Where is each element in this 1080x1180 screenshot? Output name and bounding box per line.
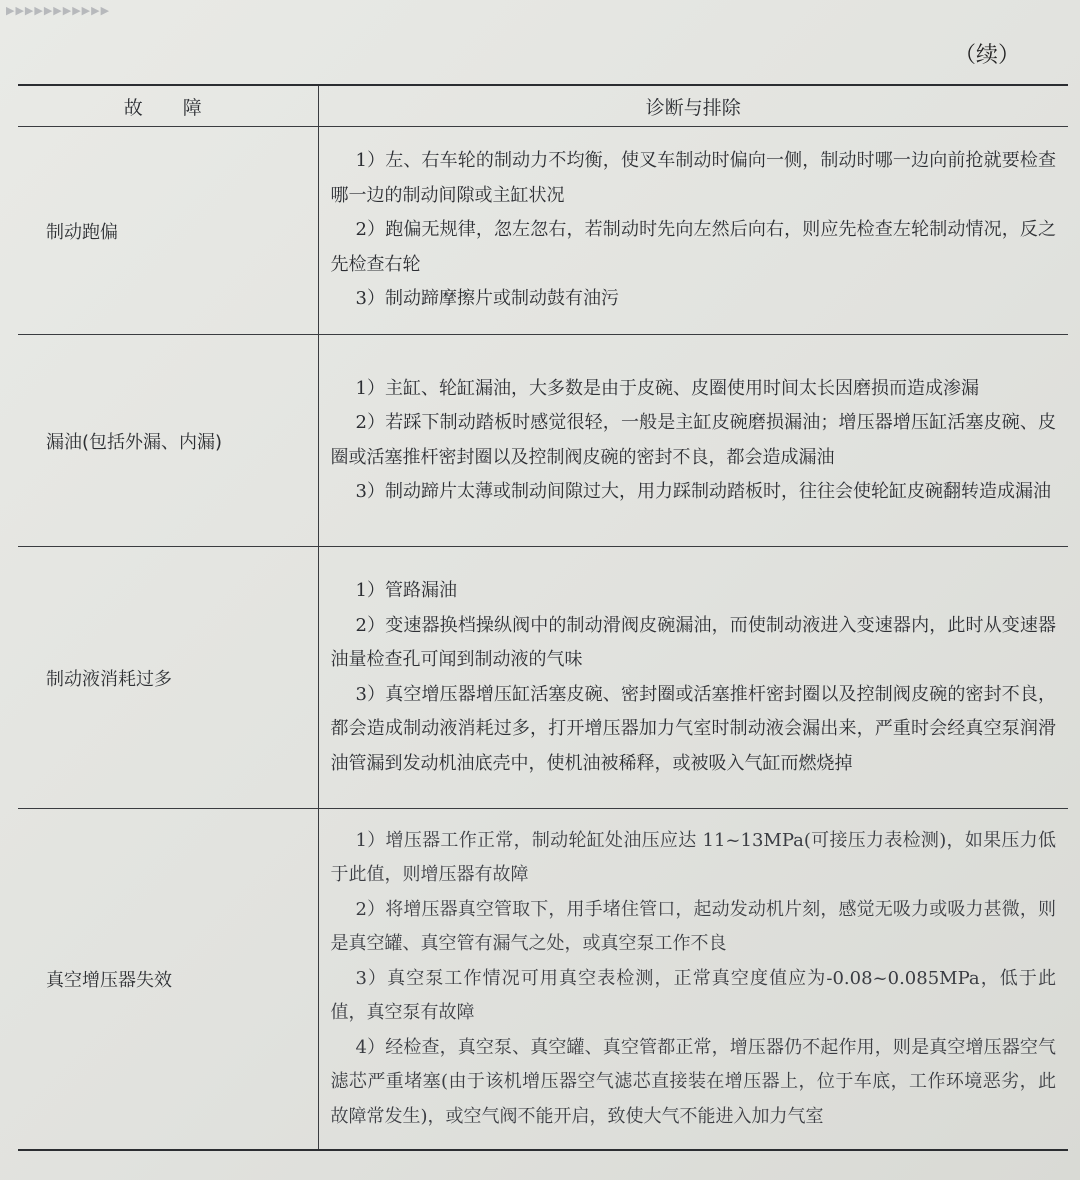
- table-header-row: [18, 86, 1068, 127]
- fault-cell: 制动液消耗过多: [18, 547, 318, 809]
- diagnosis-cell: [318, 127, 1068, 335]
- table-row: [18, 335, 1068, 547]
- diagnosis-item: 3）真空泵工作情况可用真空表检测，正常真空度值应为-0.08~0.085MPa，低于此值，真空泵有故障: [330, 967, 1056, 1023]
- diagnosis-item: 2）将增压器真空管取下，用手堵住管口，起动发动机片刻，感觉无吸力或吸力甚微，则是真空罐、真空管有漏气之处，或真空泵工作不良: [330, 898, 1056, 954]
- diagnosis-item: 4）经检查，真空泵、真空罐、真空管都正常，增压器仍不起作用，则是真空增压器空气滤芯严重堵塞(由于该机增压器空气滤芯直接装在增压器上，位于车底，工作环境恶劣，此故障常发生)，或空气阀不能开启，致使大气不能进入加力气室: [330, 1036, 1056, 1127]
- diagnosis-item: 1）左、右车轮的制动力不均衡，使叉车制动时偏向一侧，制动时哪一边向前抢就要检查哪一边的制动间隙或主缸状况: [330, 150, 1056, 206]
- continued-label: （续）: [953, 43, 1020, 68]
- diagnosis-item: 1）管路漏油: [355, 580, 457, 601]
- table-row: [18, 809, 1068, 1149]
- diagnosis-item: 3）制动蹄片太薄或制动间隙过大，用力踩制动踏板时，往往会使轮缸皮碗翻转造成漏油: [355, 481, 1051, 502]
- corner-arrow-marks: ▶▶▶▶▶▶▶▶▶▶▶: [6, 4, 111, 17]
- fault-diagnosis-table: [18, 84, 1068, 1151]
- fault-cell: 真空增压器失效: [18, 809, 318, 1149]
- diagnosis-item: 1）主缸、轮缸漏油，大多数是由于皮碗、皮圈使用时间太长因磨损而造成渗漏: [355, 377, 979, 399]
- diagnosis-cell: [318, 809, 1068, 1149]
- fault-cell: 制动跑偏: [18, 127, 318, 335]
- table-row: [18, 127, 1068, 335]
- column-header-fault: 故障: [18, 86, 318, 127]
- diagnosis-item: 3）真空增压器增压缸活塞皮碗、密封圈或活塞推杆密封圈以及控制阀皮碗的密封不良，都会造成制动液消耗过多，打开增压器加力气室时制动液会漏出来，严重时会经真空泵润滑油管漏到发动机油底壳中，使机油被稀释，或被吸入气缸而燃烧掉: [330, 683, 1056, 774]
- diagnosis-item: 2）跑偏无规律，忽左忽右，若制动时先向左然后向右，则应先检查左轮制动情况，反之先检查右轮: [330, 219, 1056, 275]
- diagnosis-cell: [318, 335, 1068, 547]
- table-row: [18, 547, 1068, 809]
- diagnosis-item: 1）增压器工作正常，制动轮缸处油压应达 11~13MPa(可接压力表检测)，如果压力低于此值，则增压器有故障: [330, 829, 1056, 885]
- diagnosis-item: 3）制动蹄摩擦片或制动鼓有油污: [355, 288, 619, 310]
- column-header-diagnosis: 诊断与排除: [318, 86, 1068, 127]
- fault-cell: 漏油(包括外漏、内漏): [18, 335, 318, 547]
- diagnosis-cell: [318, 547, 1068, 809]
- diagnosis-item: 2）若踩下制动踏板时感觉很轻，一般是主缸皮碗磨损漏油；增压器增压缸活塞皮碗、皮圈或活塞推杆密封圈以及控制阀皮碗的密封不良，都会造成漏油: [330, 412, 1056, 468]
- diagnosis-item: 2）变速器换档操纵阀中的制动滑阀皮碗漏油，而使制动液进入变速器内，此时从变速器油量检查孔可闻到制动液的气味: [330, 614, 1056, 670]
